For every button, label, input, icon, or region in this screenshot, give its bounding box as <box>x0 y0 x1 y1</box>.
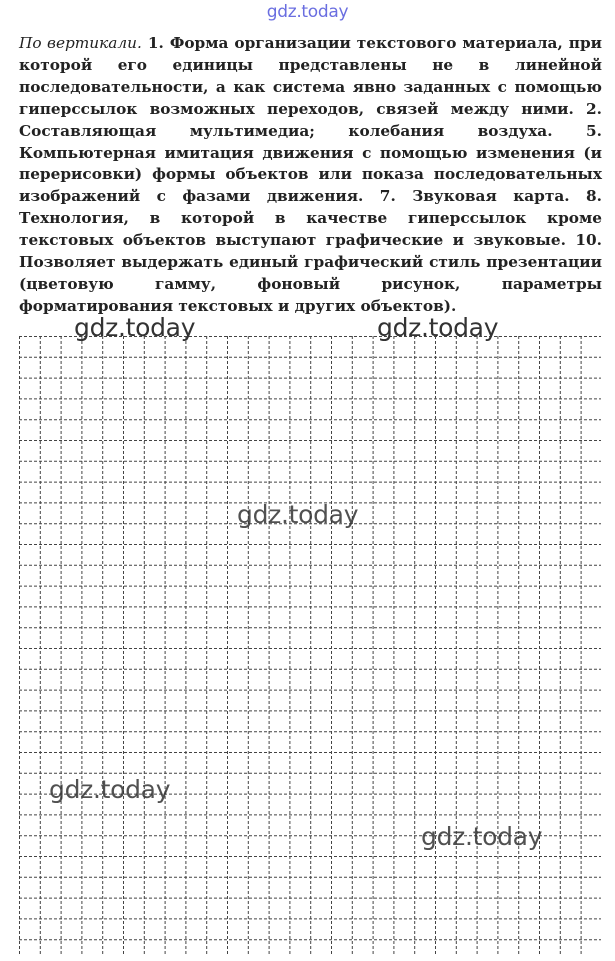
clue-text: 1. Форма организации текстового материала, при которой его единицы представлены не в линейной последовательности, а как система явно заданных с помощью гиперссылок возможных переходов, связей между ними. 2. Составляющая мультимедиа; колебания воздуха. 5. Компьютерная имитация движения с помощью изменения (и перерисовки) формы объектов или показа последовательных изображений с фазами движения. 7. Звуковая карта. 8. Технология, в которой в качестве гиперссылок кроме текстовых объектов выступают графические и звуковые. 10. Позволяет выдержать единый графический стиль презентации (цветовую гамму, фоновый рисунок, параметры форматирования текстовых и других объектов). <box>19 34 602 315</box>
clue-block <box>19 33 602 318</box>
watermark-text: gdz.today <box>377 313 499 342</box>
watermark-text: gdz.today <box>421 822 543 851</box>
clue-heading: По вертикали. <box>19 34 142 52</box>
answer-grid <box>19 336 601 956</box>
watermark-text: gdz.today <box>74 313 196 342</box>
watermark-text: gdz.today <box>237 500 359 529</box>
watermark-text: gdz.today <box>49 775 171 804</box>
top-watermark: gdz.today <box>266 2 349 22</box>
